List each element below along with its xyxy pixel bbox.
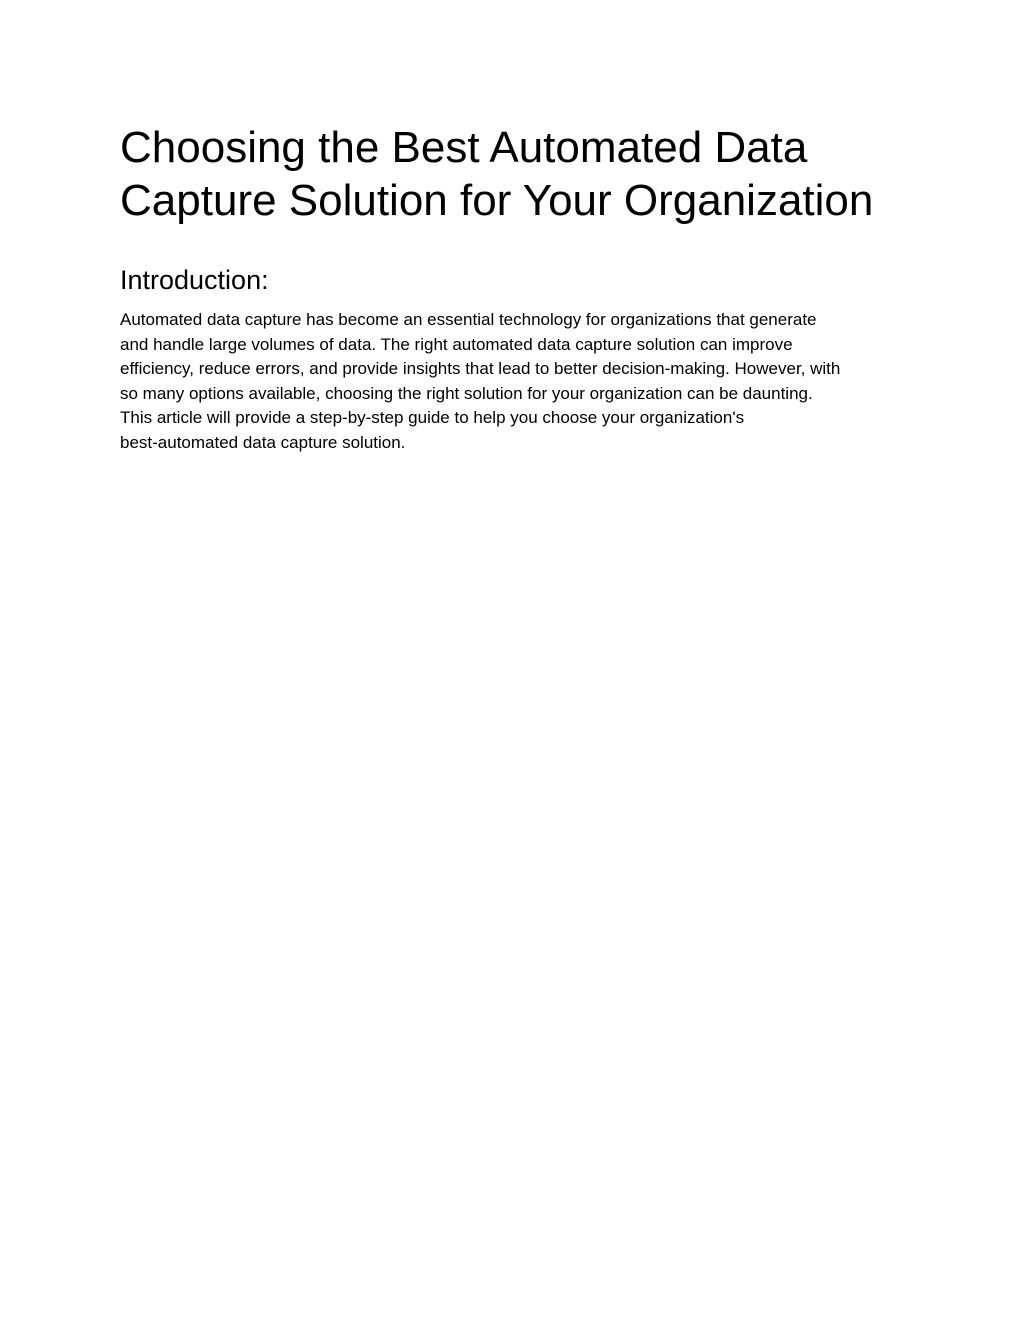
text-line: Automated data capture has become an essential technology for organizations that generate [120,310,817,329]
text-line: and handle large volumes of data. The right automated data capture solution can improve [120,334,793,354]
text-line: efficiency, reduce errors, and provide insights that lead to better decision-making. However, with [120,359,841,379]
text-line: Choosing the Best Automated Data [120,123,808,172]
text-line: best-automated data capture solution. [120,432,406,452]
text-line: This article will provide a step-by-step guide to help you choose your organization's [120,408,745,428]
text-line: so many options available, choosing the right solution for your organization can be daunting. [120,383,813,403]
text-line: Capture Solution for Your Organization [120,176,874,225]
section-heading-introduction: Introduction: [120,265,269,295]
introduction-paragraph [120,308,930,456]
document-title [120,121,873,227]
